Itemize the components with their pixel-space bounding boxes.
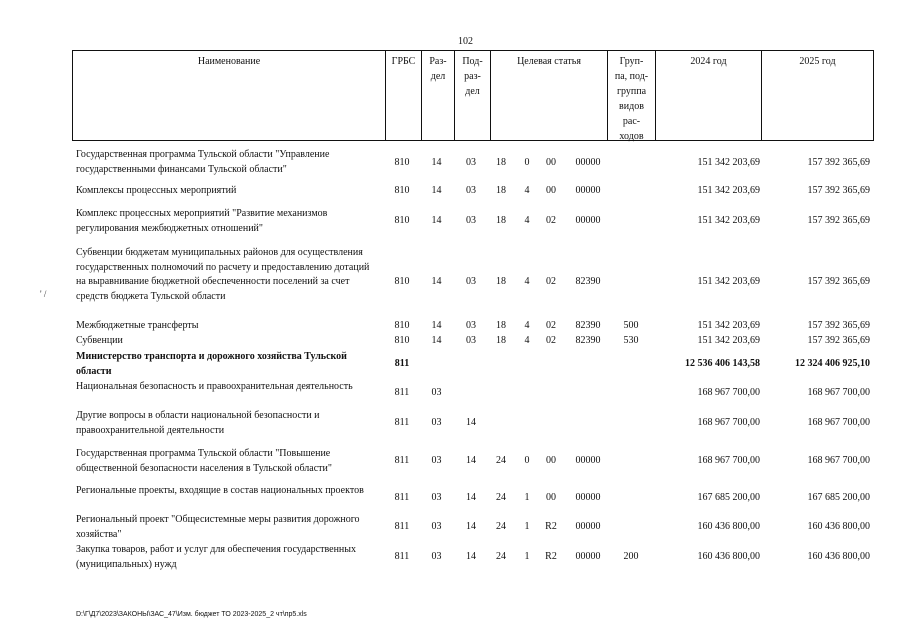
- cell-y2024: 151 342 203,69: [697, 157, 760, 168]
- cell-cs1: 18: [496, 320, 506, 331]
- cell-grbs: 811: [394, 551, 410, 562]
- cell-cs3: 02: [546, 335, 556, 346]
- cell-cs1: 24: [496, 492, 506, 503]
- cell-grbs: 810: [394, 335, 410, 346]
- header-2025: 2025 год: [761, 51, 873, 140]
- cell-y2025: 12 324 406 925,10: [795, 358, 870, 369]
- cell-y2025: 157 392 365,69: [807, 320, 870, 331]
- cell-cs3: 00: [546, 492, 556, 503]
- cell-rz: 03: [431, 492, 442, 503]
- cell-y2025: 168 967 700,00: [807, 387, 870, 398]
- cell-cs3: R2: [545, 551, 557, 562]
- cell-y2024: 160 436 800,00: [697, 521, 760, 532]
- cell-cs1: 18: [496, 157, 506, 168]
- row-name: Субвенции: [76, 335, 123, 346]
- header-name: Наименование: [197, 56, 261, 67]
- cell-y2024: 168 967 700,00: [697, 417, 760, 428]
- cell-cs3: 02: [546, 215, 556, 226]
- cell-y2024: 151 342 203,69: [697, 185, 760, 196]
- cell-grbs: 811: [394, 521, 410, 532]
- cell-cs3: 02: [546, 320, 556, 331]
- cell-cs4: 82390: [575, 276, 601, 287]
- cell-y2024: 151 342 203,69: [697, 320, 760, 331]
- row-name: Государственная программа Тульской области "Управление государственными финансами Тульской области": [76, 149, 330, 175]
- cell-rz: 14: [431, 215, 442, 226]
- cell-cs2: 0: [524, 157, 530, 168]
- cell-rz: 03: [431, 387, 442, 398]
- cell-cs1: 24: [496, 521, 506, 532]
- cell-cs2: 4: [524, 215, 530, 226]
- cell-pr: 03: [466, 335, 476, 346]
- cell-y2025: 157 392 365,69: [807, 215, 870, 226]
- cell-cs4: 00000: [575, 521, 601, 532]
- cell-grbs: 810: [394, 215, 410, 226]
- cell-pr: 14: [466, 521, 476, 532]
- cell-grbs: 810: [394, 276, 410, 287]
- cell-grbs: 810: [394, 320, 410, 331]
- cell-y2024: 168 967 700,00: [697, 455, 760, 466]
- cell-rz: 14: [431, 335, 442, 346]
- cell-cs4: 00000: [575, 551, 601, 562]
- cell-cs1: 24: [496, 455, 506, 466]
- cell-pr: 03: [466, 320, 476, 331]
- cell-cs2: 0: [524, 455, 530, 466]
- cell-cs2: 1: [524, 551, 530, 562]
- cell-cs3: 00: [546, 455, 556, 466]
- cell-grbs: 811: [394, 417, 410, 428]
- cell-pr: 14: [466, 417, 476, 428]
- cell-y2025: 168 967 700,00: [807, 417, 870, 428]
- cell-rz: 03: [431, 521, 442, 532]
- cell-grbs: 811: [394, 492, 410, 503]
- cell-y2024: 168 967 700,00: [697, 387, 760, 398]
- cell-cs2: 4: [524, 185, 530, 196]
- cell-cs4: 82390: [575, 335, 601, 346]
- cell-rz: 03: [431, 417, 442, 428]
- row-name: Субвенции бюджетам муниципальных районов для осуществления государственных полномочий по расчету и предоставлению дотаций на выравнивание бюджетной обеспеченности поселений за счет средств бюджета Тульской области: [76, 247, 370, 302]
- cell-cs1: 24: [496, 551, 506, 562]
- row-name: Комплексы процессных мероприятий: [76, 185, 237, 196]
- row-name: Национальная безопасность и правоохранительная деятельность: [76, 381, 353, 392]
- cell-y2024: 151 342 203,69: [697, 335, 760, 346]
- cell-vr: 500: [623, 320, 639, 331]
- cell-grbs: 810: [394, 157, 410, 168]
- table-header: [72, 50, 874, 141]
- cell-cs2: 1: [524, 521, 530, 532]
- cell-cs2: 4: [524, 320, 530, 331]
- cell-pr: 03: [466, 215, 476, 226]
- cell-cs4: 00000: [575, 215, 601, 226]
- header-grbs: ГРБС: [385, 51, 421, 140]
- cell-grbs: 810: [394, 185, 410, 196]
- header-razdel: Раз- дел: [421, 51, 454, 140]
- cell-y2024: 151 342 203,69: [697, 276, 760, 287]
- cell-pr: 03: [466, 157, 476, 168]
- cell-rz: 03: [431, 551, 442, 562]
- cell-cs4: 82390: [575, 320, 601, 331]
- cell-rz: 14: [431, 157, 442, 168]
- cell-cs2: 4: [524, 335, 530, 346]
- row-name: Комплекс процессных мероприятий "Развитие механизмов регулирования межбюджетных отношений": [76, 208, 328, 234]
- cell-y2025: 157 392 365,69: [807, 335, 870, 346]
- cell-y2025: 167 685 200,00: [807, 492, 870, 503]
- cell-grbs: 811: [394, 387, 410, 398]
- cell-pr: 14: [466, 551, 476, 562]
- cell-cs4: 00000: [575, 157, 601, 168]
- cell-y2024: 160 436 800,00: [697, 551, 760, 562]
- cell-cs3: 02: [546, 276, 556, 287]
- cell-y2025: 160 436 800,00: [807, 521, 870, 532]
- header-celevaya: Целевая статья: [490, 51, 607, 140]
- cell-cs3: R2: [545, 521, 557, 532]
- scan-mark: ' /: [40, 289, 47, 299]
- cell-pr: 14: [466, 492, 476, 503]
- cell-vr: 200: [623, 551, 639, 562]
- cell-cs1: 18: [496, 185, 506, 196]
- row-name: Министерство транспорта и дорожного хозяйства Тульской области: [76, 351, 347, 377]
- cell-cs3: 00: [546, 185, 556, 196]
- cell-y2025: 157 392 365,69: [807, 157, 870, 168]
- cell-cs1: 18: [496, 276, 506, 287]
- row-name: Региональный проект "Общесистемные меры развития дорожного хозяйства": [76, 514, 360, 540]
- cell-cs3: 00: [546, 157, 556, 168]
- cell-pr: 03: [466, 276, 476, 287]
- row-name: Другие вопросы в области национальной безопасности и правоохранительной деятельности: [76, 410, 320, 436]
- page-number: 102: [458, 36, 473, 47]
- row-name: Государственная программа Тульской области "Повышение общественной безопасности населения в Тульской области": [76, 448, 332, 474]
- row-name: Региональные проекты, входящие в состав национальных проектов: [76, 485, 364, 496]
- cell-y2024: 12 536 406 143,58: [685, 358, 760, 369]
- cell-grbs: 811: [394, 455, 410, 466]
- header-2024: 2024 год: [655, 51, 761, 140]
- cell-grbs: 811: [394, 358, 410, 369]
- cell-y2025: 157 392 365,69: [807, 276, 870, 287]
- cell-rz: 03: [431, 455, 442, 466]
- cell-cs2: 1: [524, 492, 530, 503]
- row-name: Закупка товаров, работ и услуг для обеспечения государственных (муниципальных) нужд: [76, 544, 357, 570]
- row-name: Межбюджетные трансферты: [76, 320, 199, 331]
- cell-y2024: 167 685 200,00: [697, 492, 760, 503]
- cell-cs1: 18: [496, 215, 506, 226]
- cell-y2025: 157 392 365,69: [807, 185, 870, 196]
- cell-pr: 14: [466, 455, 476, 466]
- header-gruppa: Груп- па, под- группа видов рас- ходов: [607, 51, 655, 140]
- cell-cs4: 00000: [575, 492, 601, 503]
- header-podrazdel: Под- раз- дел: [454, 51, 490, 140]
- cell-rz: 14: [431, 320, 442, 331]
- cell-cs4: 00000: [575, 185, 601, 196]
- cell-rz: 14: [431, 276, 442, 287]
- cell-cs1: 18: [496, 335, 506, 346]
- cell-cs4: 00000: [575, 455, 601, 466]
- cell-y2025: 168 967 700,00: [807, 455, 870, 466]
- cell-rz: 14: [431, 185, 442, 196]
- cell-y2024: 151 342 203,69: [697, 215, 760, 226]
- cell-y2025: 160 436 800,00: [807, 551, 870, 562]
- cell-vr: 530: [623, 335, 639, 346]
- cell-cs2: 4: [524, 276, 530, 287]
- cell-pr: 03: [466, 185, 476, 196]
- file-path-footer: D:\Г\Д7\2023\ЗАКОНЫ\ЗАС_47\Изм. бюджет ТО 2023-2025_2 чт\пр5.xls: [76, 611, 307, 618]
